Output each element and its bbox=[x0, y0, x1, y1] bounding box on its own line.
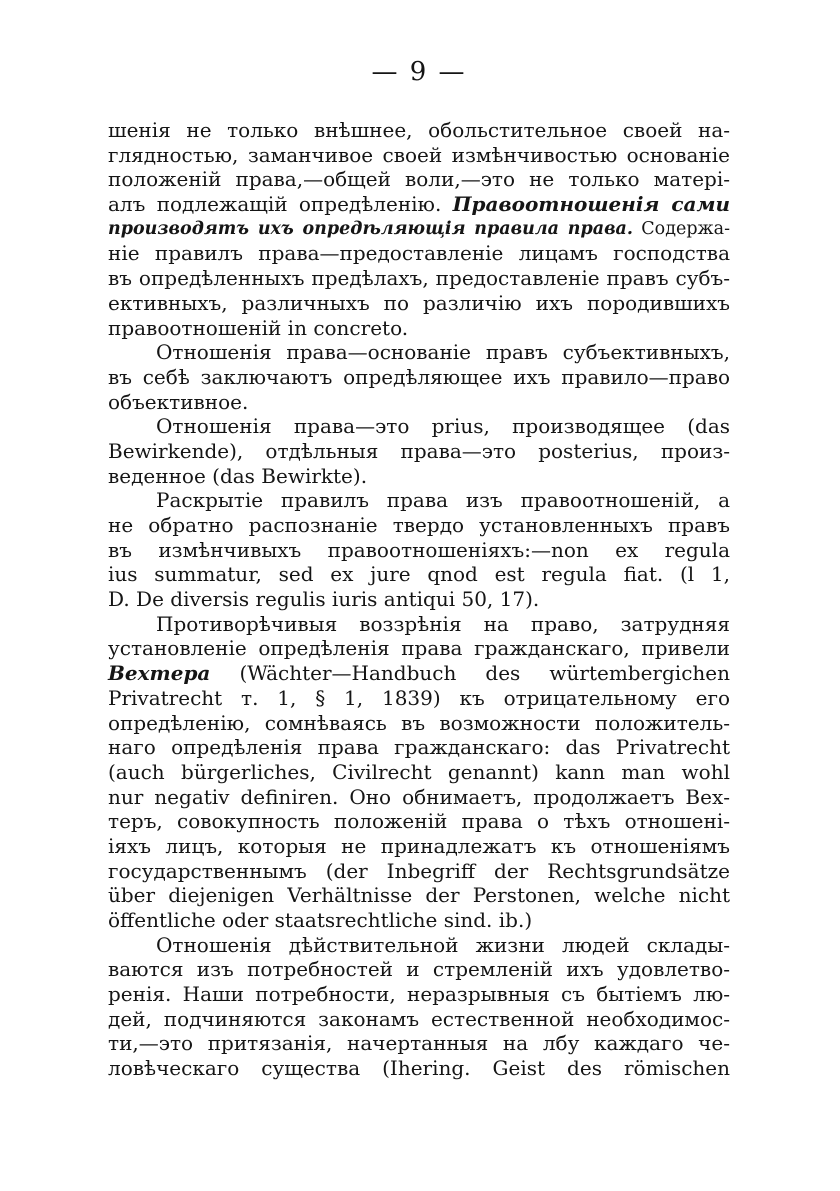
text-segment: наго опредѣленія права гражданскаго: das Privatrecht bbox=[108, 735, 730, 760]
text-segment: глядностью, заманчивое своей измѣнчивостью основаніе bbox=[108, 142, 730, 167]
italic-text: Вехтера bbox=[108, 661, 211, 686]
text-segment: объективное. bbox=[108, 389, 249, 414]
text-line bbox=[108, 1031, 730, 1056]
text-segment: въ себѣ заключаютъ опредѣляющее ихъ правило—право bbox=[108, 364, 730, 389]
text-segment: (Wächter—Handbuch des würtembergichen bbox=[210, 661, 730, 686]
text-line bbox=[108, 1007, 730, 1032]
text-line bbox=[108, 834, 730, 859]
text-line bbox=[108, 241, 730, 266]
text-line bbox=[108, 266, 730, 291]
text-segment: Отношенія права—это prius, производящее (das bbox=[156, 414, 730, 439]
text-segment: государственнымъ (der Inbegriff der Rechtsgrundsätze bbox=[108, 858, 730, 883]
text-line bbox=[108, 562, 730, 587]
text-segment: алъ подлежащій опредѣленію. bbox=[108, 192, 453, 217]
paragraph bbox=[108, 414, 730, 488]
italic-text: производятъ ихъ опредѣляющія правила права. bbox=[108, 218, 633, 239]
text-segment: опредѣленію, сомнѣваясь въ возможности положитель- bbox=[108, 710, 730, 735]
text-segment: Bewirkende), отдѣльныя права—это posterius, произ- bbox=[108, 438, 730, 463]
text-segment: іяхъ лицъ, которыя не принадлежатъ къ отношеніямъ bbox=[108, 833, 730, 858]
body-text bbox=[108, 118, 730, 1081]
text-segment: ius summatur, sed ex jure qnod est regula fiat. (l 1, bbox=[108, 562, 730, 587]
text-segment: положеній права,—общей воли,—это не только матері- bbox=[108, 167, 730, 192]
text-line bbox=[108, 883, 730, 908]
text-line bbox=[108, 513, 730, 538]
text-segment: ренія. Наши потребности, неразрывныя съ бытіемъ лю- bbox=[108, 982, 730, 1007]
text-segment: ваются изъ потребностей и стремленій ихъ удовлетво- bbox=[108, 957, 730, 982]
paragraph bbox=[108, 612, 730, 933]
text-segment: (auch bürgerliches, Civilrecht genannt) kann man wohl bbox=[108, 759, 730, 784]
book-page bbox=[108, 52, 730, 1081]
text-segment: въ опредѣленныхъ предѣлахъ, предоставленіе правъ субъ- bbox=[108, 266, 730, 291]
paragraph bbox=[108, 488, 730, 611]
text-line bbox=[108, 414, 730, 439]
text-line bbox=[108, 859, 730, 884]
text-segment: über diejenigen Verhältnisse der Perstonen, welche nicht bbox=[108, 883, 730, 908]
text-line bbox=[108, 957, 730, 982]
text-segment: не обратно распознаніе твердо установленныхъ правъ bbox=[108, 513, 730, 537]
text-line bbox=[108, 1056, 730, 1081]
text-line bbox=[108, 488, 730, 513]
text-segment: nur negativ definiren. Оно обнимаетъ, продолжаетъ Вех- bbox=[108, 784, 730, 809]
text-line bbox=[108, 464, 730, 489]
text-segment: D. De diversis regulis iuris antiqui 50, 17). bbox=[108, 587, 540, 612]
text-segment: ективныхъ, различныхъ по различію ихъ породившихъ bbox=[108, 290, 730, 315]
text-line bbox=[108, 809, 730, 834]
text-line bbox=[108, 908, 730, 933]
text-line bbox=[108, 365, 730, 390]
paragraph bbox=[108, 933, 730, 1081]
text-line bbox=[108, 686, 730, 711]
text-line bbox=[108, 167, 730, 192]
text-line bbox=[108, 933, 730, 958]
text-segment: ловѣческаго существа (Ihering. Geist des römischen bbox=[108, 1056, 730, 1081]
text-line bbox=[108, 735, 730, 760]
text-segment: Privatrecht т. 1, § 1, 1839) къ отрицательному его bbox=[108, 685, 730, 710]
text-line bbox=[108, 439, 730, 464]
text-line bbox=[108, 587, 730, 612]
text-line bbox=[108, 390, 730, 415]
text-line bbox=[108, 538, 730, 563]
text-segment: въ измѣнчивыхъ правоотношеніяхъ:—non ex regula bbox=[108, 537, 730, 562]
text-line bbox=[108, 760, 730, 785]
paragraph bbox=[108, 118, 730, 340]
text-segment: ніе правилъ права—предоставленіе лицамъ господства bbox=[108, 241, 730, 266]
text-line bbox=[108, 217, 730, 242]
italic-text: Правоотношенія сами bbox=[452, 192, 731, 217]
text-segment: Отношенія дѣйствительной жизни людей склады- bbox=[156, 932, 730, 957]
text-segment: Отношенія права—основаніе правъ субъективныхъ, bbox=[156, 340, 730, 365]
text-line bbox=[108, 291, 730, 316]
text-line bbox=[108, 192, 730, 217]
text-segment: установленіе опредѣленія права гражданскаго, привели bbox=[108, 636, 730, 661]
text-line bbox=[108, 785, 730, 810]
text-segment: Раскрытіе правилъ права изъ правоотношеній, а bbox=[156, 488, 730, 513]
text-line bbox=[108, 118, 730, 143]
text-segment: Содержа- bbox=[633, 218, 730, 239]
text-segment: теръ, совокупность положеній права о тѣхъ отношені- bbox=[108, 809, 730, 834]
text-segment: ти,—это притязанія, начертанныя на лбу каждаго че- bbox=[108, 1031, 730, 1056]
text-segment: дей, подчиняются законамъ естественной необходимос- bbox=[108, 1006, 730, 1031]
text-segment: веденное (das Bewirkte). bbox=[108, 463, 368, 488]
page-number: — 9 — bbox=[371, 57, 467, 87]
text-line bbox=[108, 143, 730, 168]
text-line bbox=[108, 636, 730, 661]
paragraph bbox=[108, 340, 730, 414]
text-line bbox=[108, 340, 730, 365]
text-segment: правоотношеній in concreto. bbox=[108, 315, 409, 340]
text-segment: Противорѣчивыя воззрѣнія на право, затрудняя bbox=[156, 611, 730, 636]
text-segment: шенія не только внѣшнее, обольстительное своей на- bbox=[108, 118, 730, 142]
text-line bbox=[108, 982, 730, 1007]
text-segment: öffentliche oder staatsrechtliche sind. ib.) bbox=[108, 908, 533, 932]
text-line bbox=[108, 612, 730, 637]
text-line bbox=[108, 316, 730, 341]
text-line bbox=[108, 711, 730, 736]
text-line bbox=[108, 661, 730, 686]
